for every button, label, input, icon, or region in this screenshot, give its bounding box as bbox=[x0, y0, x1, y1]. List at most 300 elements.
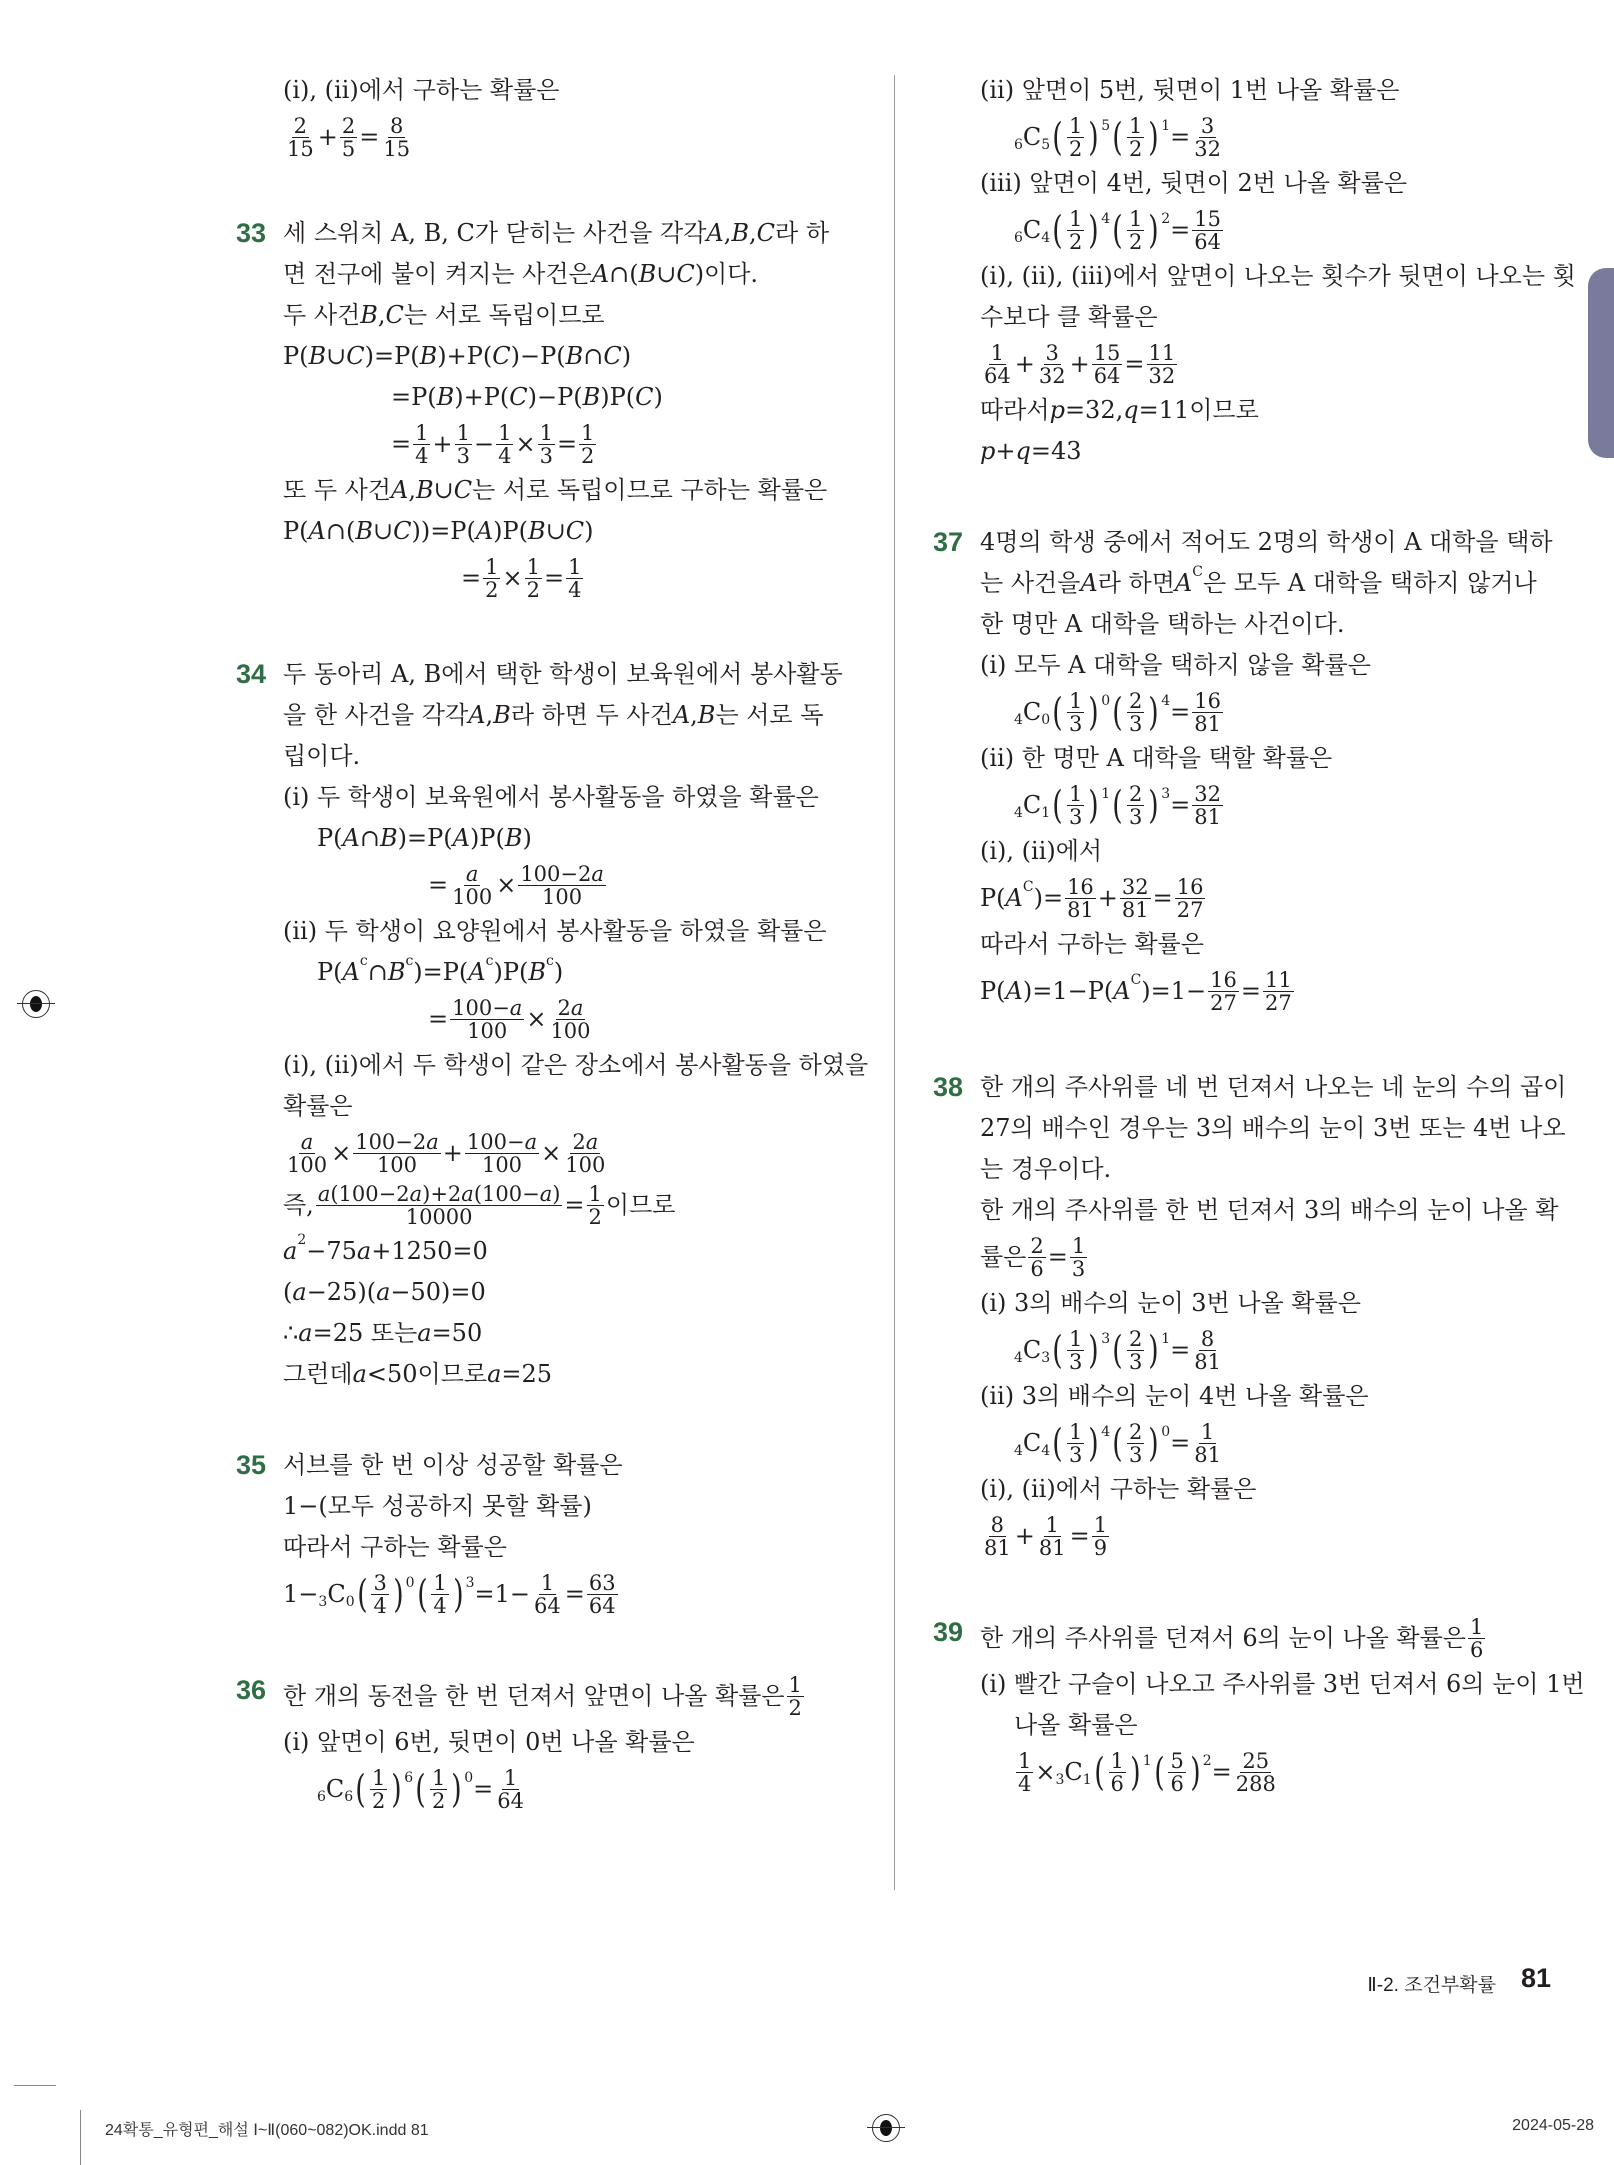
subscript: 6 bbox=[344, 1788, 354, 1805]
text: 립이다. bbox=[283, 742, 361, 770]
fraction bbox=[518, 863, 606, 908]
text: 이므로 bbox=[605, 1190, 676, 1219]
text: <50이므로 bbox=[366, 1360, 488, 1388]
text: )P( bbox=[493, 517, 529, 545]
math-variable: A bbox=[391, 476, 409, 504]
text: 1 bbox=[1069, 113, 1083, 138]
fraction bbox=[1468, 1616, 1485, 1661]
text: ∩ bbox=[359, 824, 380, 852]
math-variable: a bbox=[356, 1237, 372, 1265]
text: 8 bbox=[390, 113, 404, 138]
text: )−P( bbox=[527, 383, 583, 411]
fraction bbox=[353, 1131, 441, 1176]
denominator bbox=[1065, 899, 1096, 921]
denominator bbox=[1067, 1351, 1084, 1373]
text: 100 bbox=[467, 1018, 508, 1043]
numerator bbox=[1044, 342, 1061, 365]
text: 1 bbox=[1200, 1419, 1215, 1444]
superscript: 2 bbox=[1202, 1752, 1212, 1769]
text: ∩ bbox=[583, 342, 604, 370]
math-variable: a bbox=[426, 1129, 439, 1154]
numerator bbox=[370, 1767, 387, 1790]
text: 15 bbox=[1093, 340, 1121, 365]
fraction bbox=[1028, 1235, 1045, 1280]
text: 1−(모두 성공하지 못할 확률) bbox=[283, 1492, 592, 1520]
denominator bbox=[1070, 1258, 1087, 1280]
superscript: 1 bbox=[1142, 1752, 1152, 1769]
solution-line bbox=[283, 736, 863, 777]
text: 100− bbox=[466, 1129, 525, 1154]
text: )P( bbox=[493, 958, 529, 986]
fraction bbox=[371, 1572, 388, 1617]
solution-line bbox=[980, 522, 1560, 563]
superscript: 0 bbox=[1161, 1423, 1171, 1440]
text: 한 명만 A 대학을 택하는 사건이다. bbox=[980, 610, 1345, 638]
text: 27 bbox=[1265, 990, 1292, 1015]
fraction bbox=[1067, 690, 1084, 735]
text: 는 서로 독립이므로 구하는 확률은 bbox=[472, 476, 828, 504]
math-variable: C bbox=[756, 219, 776, 247]
fraction bbox=[1067, 1328, 1084, 1373]
math-variable: B bbox=[528, 958, 546, 986]
text: =43 bbox=[1030, 437, 1082, 465]
text: 3 bbox=[1200, 113, 1215, 138]
fraction bbox=[465, 1131, 539, 1176]
denominator bbox=[431, 1595, 448, 1617]
solution-line bbox=[980, 831, 1560, 872]
problem-36 bbox=[236, 1670, 863, 1815]
superscript: 1 bbox=[1161, 117, 1171, 134]
text: 1 bbox=[1093, 1512, 1108, 1537]
solution-line bbox=[283, 859, 863, 911]
parenthesis: ( bbox=[1052, 208, 1063, 252]
text: 1 bbox=[581, 420, 595, 445]
text: 2 bbox=[788, 1695, 802, 1720]
problem-37 bbox=[933, 522, 1560, 1017]
text: ) bbox=[584, 517, 594, 545]
fraction bbox=[381, 115, 412, 160]
parenthesis: ) bbox=[1088, 1328, 1100, 1372]
solution-line bbox=[283, 1722, 863, 1763]
solution-line bbox=[283, 511, 863, 552]
text: 81 bbox=[1067, 897, 1094, 922]
text: ∩ bbox=[367, 958, 388, 986]
text: =P( bbox=[391, 383, 437, 411]
text: 3 bbox=[1129, 1349, 1143, 1374]
denominator bbox=[285, 1154, 329, 1176]
numerator bbox=[1016, 1750, 1033, 1773]
text: 4 bbox=[1018, 1771, 1032, 1796]
solution-line bbox=[980, 111, 1560, 163]
fraction bbox=[532, 1572, 563, 1617]
denominator bbox=[1037, 1537, 1068, 1559]
text: 27의 배수인 경우는 3의 배수의 눈이 3번 또는 4번 나오 bbox=[980, 1114, 1566, 1142]
numerator bbox=[1120, 876, 1151, 899]
denominator bbox=[1192, 1444, 1223, 1466]
text: 64 bbox=[588, 1593, 616, 1618]
text: =25 bbox=[501, 1360, 553, 1388]
numerator bbox=[316, 1183, 563, 1206]
text: , bbox=[723, 219, 732, 247]
text: 3 bbox=[539, 443, 553, 468]
denominator bbox=[563, 1154, 607, 1176]
text: 따라서 bbox=[980, 396, 1050, 424]
text: 그런데 bbox=[283, 1360, 353, 1388]
text: 2 bbox=[341, 113, 356, 138]
numerator bbox=[1067, 115, 1084, 138]
text: 3 bbox=[1069, 711, 1083, 736]
text: 따라서 구하는 확률은 bbox=[283, 1533, 507, 1561]
denominator bbox=[1468, 1639, 1485, 1661]
text: 1 bbox=[456, 420, 470, 445]
fraction bbox=[450, 997, 524, 1042]
math-variable: B bbox=[565, 342, 584, 370]
text: C bbox=[1022, 1335, 1042, 1364]
numerator bbox=[1127, 1328, 1144, 1351]
slug-filename: 24확통_유형편_해설 Ⅰ~Ⅱ(060~082)OK.indd 81 bbox=[105, 2122, 429, 2139]
text: ∪ bbox=[545, 517, 566, 545]
text: 2 bbox=[526, 577, 540, 602]
parenthesis: ( bbox=[1112, 690, 1123, 734]
text: = bbox=[1240, 976, 1261, 1005]
denominator bbox=[1127, 806, 1144, 828]
text: 한 개의 동전을 한 번 던져서 앞면이 나올 확률은 bbox=[283, 1681, 785, 1710]
text: 1 bbox=[1071, 1233, 1086, 1258]
text: 11 bbox=[1265, 967, 1292, 992]
text: 확률은 bbox=[283, 1092, 353, 1120]
numerator bbox=[1127, 208, 1144, 231]
denominator bbox=[1192, 1351, 1223, 1373]
problem-38 bbox=[933, 1067, 1567, 1562]
text: ∪ bbox=[372, 517, 394, 545]
denominator bbox=[465, 1020, 509, 1042]
numerator bbox=[1199, 1421, 1216, 1444]
denominator bbox=[1168, 1773, 1185, 1795]
text: 2 bbox=[1030, 1233, 1044, 1258]
numerator bbox=[579, 422, 596, 445]
page-number: 81 bbox=[1520, 1963, 1551, 1993]
text: ) bbox=[621, 342, 632, 370]
text: 2 bbox=[293, 113, 308, 138]
denominator bbox=[587, 1595, 618, 1617]
subscript: 3 bbox=[318, 1593, 328, 1610]
fraction bbox=[1037, 1514, 1068, 1559]
text: × bbox=[502, 563, 523, 592]
text: 1 bbox=[1129, 206, 1143, 231]
text: 16 bbox=[1210, 967, 1237, 992]
fraction bbox=[579, 422, 596, 467]
math-variable: a bbox=[461, 1181, 474, 1206]
parenthesis: ( bbox=[1112, 783, 1123, 827]
solution-line bbox=[283, 911, 863, 952]
superscript: 6 bbox=[404, 1769, 414, 1786]
text: 즉, bbox=[283, 1190, 314, 1219]
text: =32, bbox=[1064, 396, 1124, 424]
left-column bbox=[236, 70, 869, 1815]
math-variable: C bbox=[385, 301, 404, 329]
problem-34 bbox=[236, 654, 869, 1395]
solution-line bbox=[283, 1231, 863, 1272]
text: = bbox=[428, 1004, 449, 1033]
math-variable: a bbox=[465, 861, 479, 886]
text: + bbox=[1014, 1521, 1035, 1550]
text: × bbox=[331, 1138, 352, 1167]
numerator bbox=[1028, 1235, 1045, 1258]
text: 5 bbox=[341, 136, 356, 161]
text: (ⅰ) 두 학생이 보육원에서 봉사활동을 하였을 확률은 bbox=[283, 783, 819, 811]
math-variable: B bbox=[528, 517, 546, 545]
text: )=P( bbox=[413, 958, 469, 986]
problem-number: 37 bbox=[933, 527, 964, 557]
text: 64 bbox=[1093, 363, 1121, 388]
parenthesis: ) bbox=[451, 1767, 462, 1811]
continued-solution bbox=[980, 70, 1576, 472]
fraction bbox=[1234, 1750, 1278, 1795]
text: = bbox=[1170, 1428, 1191, 1457]
text: 1 bbox=[1069, 781, 1083, 806]
text: 100− bbox=[452, 995, 510, 1020]
text: P( bbox=[980, 976, 1006, 1005]
denominator bbox=[566, 579, 583, 601]
numerator bbox=[1199, 115, 1216, 138]
math-variable: a bbox=[300, 1129, 314, 1154]
text: C bbox=[1064, 1757, 1083, 1786]
numerator bbox=[1092, 342, 1123, 365]
fraction bbox=[495, 1767, 526, 1812]
text: 라 하 bbox=[775, 219, 830, 247]
text: 288 bbox=[1235, 1771, 1276, 1796]
text: )=P( bbox=[397, 824, 453, 852]
numerator bbox=[413, 422, 430, 445]
text: )P( bbox=[600, 383, 636, 411]
denominator bbox=[1028, 1258, 1045, 1280]
fraction bbox=[1067, 208, 1084, 253]
text: 100 bbox=[550, 1018, 591, 1043]
text: = bbox=[543, 563, 565, 592]
text: 3 bbox=[1069, 1442, 1083, 1467]
text: )=P( bbox=[364, 342, 420, 370]
text: (ⅰ), (ⅱ)에서 구하는 확률은 bbox=[980, 1475, 1257, 1503]
denominator bbox=[1127, 713, 1144, 735]
fraction bbox=[566, 556, 583, 601]
text: 3 bbox=[1129, 711, 1143, 736]
solution-line bbox=[283, 377, 863, 418]
math-variable: B bbox=[419, 342, 438, 370]
chapter-label: Ⅱ-2. 조건부확률 bbox=[1367, 1975, 1496, 1996]
text: (ⅰ) 앞면이 6번, 뒷면이 0번 나올 확률은 bbox=[283, 1728, 695, 1756]
denominator bbox=[982, 1537, 1013, 1559]
text: + bbox=[1097, 883, 1118, 912]
text: 32 bbox=[1194, 136, 1221, 161]
superscript: 3 bbox=[1101, 1330, 1111, 1347]
denominator bbox=[1192, 138, 1223, 160]
numerator bbox=[450, 997, 524, 1020]
denominator bbox=[1067, 138, 1084, 160]
text: × bbox=[1035, 1757, 1056, 1786]
math-variable: A bbox=[468, 701, 486, 729]
text: 1 bbox=[1069, 688, 1083, 713]
text: −75 bbox=[306, 1237, 357, 1265]
text: C bbox=[325, 1774, 345, 1803]
text: 는 서로 독 bbox=[715, 701, 824, 729]
fraction bbox=[413, 422, 430, 467]
superscript: C bbox=[1130, 971, 1142, 988]
numerator bbox=[587, 1183, 604, 1206]
fraction bbox=[1070, 1235, 1087, 1280]
math-variable: A bbox=[706, 219, 724, 247]
solution-line bbox=[283, 1127, 863, 1179]
denominator bbox=[340, 138, 357, 160]
fraction bbox=[1192, 783, 1223, 828]
text: 3 bbox=[1069, 804, 1083, 829]
parenthesis: ( bbox=[1052, 115, 1063, 159]
superscript: 4 bbox=[1101, 210, 1111, 227]
numerator bbox=[1070, 1235, 1087, 1258]
problem-number: 39 bbox=[933, 1617, 964, 1647]
text: 100 bbox=[376, 1152, 418, 1177]
text: (ⅲ) 앞면이 4번, 뒷면이 2번 나올 확률은 bbox=[980, 169, 1408, 197]
text: 두 사건 bbox=[283, 301, 361, 329]
superscript: c bbox=[485, 953, 494, 969]
text: ∪ bbox=[326, 342, 347, 370]
math-variable: p bbox=[980, 437, 996, 465]
numerator bbox=[292, 115, 309, 138]
text: 3 bbox=[1069, 1349, 1083, 1374]
math-variable: A bbox=[1113, 976, 1131, 1005]
text: 한 개의 주사위를 던져서 6의 눈이 나올 확률은 bbox=[980, 1623, 1466, 1652]
superscript: c bbox=[405, 953, 414, 969]
math-variable: a bbox=[376, 1278, 391, 1306]
superscript: C bbox=[1022, 878, 1034, 895]
numerator bbox=[1109, 1750, 1126, 1773]
parenthesis: ( bbox=[415, 1767, 426, 1811]
text: 32 bbox=[1194, 781, 1221, 806]
fraction bbox=[1192, 690, 1223, 735]
denominator bbox=[1192, 231, 1223, 253]
solution-line bbox=[283, 111, 863, 163]
denominator bbox=[450, 886, 494, 908]
superscript: c bbox=[359, 953, 368, 969]
solution-line bbox=[980, 163, 1560, 204]
fraction bbox=[1109, 1750, 1126, 1795]
numerator bbox=[1147, 342, 1178, 365]
solution-line bbox=[980, 1417, 1560, 1469]
text: 15 bbox=[383, 136, 411, 161]
text: 2 bbox=[1129, 688, 1143, 713]
math-variable: B bbox=[415, 476, 434, 504]
fraction bbox=[1127, 208, 1144, 253]
text: ))=P( bbox=[411, 517, 476, 545]
registration-mark-icon bbox=[872, 2114, 900, 2142]
math-variable: C bbox=[635, 383, 654, 411]
superscript: 0 bbox=[405, 1574, 415, 1591]
subscript: 3 bbox=[1055, 1771, 1065, 1788]
parenthesis: ( bbox=[1112, 1328, 1123, 1372]
numerator bbox=[353, 1131, 441, 1154]
fraction bbox=[1192, 1421, 1223, 1466]
text: 1 bbox=[588, 1181, 602, 1206]
fraction bbox=[455, 422, 472, 467]
text: = bbox=[556, 429, 578, 458]
solution-line bbox=[283, 1763, 863, 1815]
math-variable: A bbox=[591, 260, 610, 288]
text: )−P( bbox=[510, 342, 566, 370]
text: = bbox=[1170, 697, 1191, 726]
text: 2 bbox=[1129, 1326, 1143, 1351]
text: 64 bbox=[534, 1593, 561, 1618]
text: 라 하면 bbox=[1097, 569, 1175, 597]
numerator bbox=[1192, 690, 1223, 713]
denominator bbox=[1037, 365, 1068, 387]
fraction bbox=[1067, 1421, 1084, 1466]
parenthesis: ) bbox=[1088, 115, 1100, 159]
text: 6 bbox=[1469, 1637, 1484, 1662]
text: 64 bbox=[984, 363, 1011, 388]
parenthesis: ) bbox=[1148, 690, 1159, 734]
text: , bbox=[749, 219, 757, 247]
solution-line bbox=[980, 1190, 1560, 1231]
math-variable: a bbox=[585, 1129, 599, 1154]
text: 는 경우이다. bbox=[980, 1155, 1112, 1183]
solution-line bbox=[283, 418, 863, 470]
numerator bbox=[430, 1767, 447, 1790]
text: 9 bbox=[1093, 1535, 1108, 1560]
text: 81 bbox=[1038, 1535, 1066, 1560]
text: 따라서 구하는 확률은 bbox=[980, 930, 1204, 958]
numerator bbox=[1067, 1421, 1084, 1444]
text: C bbox=[327, 1579, 346, 1608]
text: 4명의 학생 중에서 적어도 2명의 학생이 A 대학을 택하 bbox=[980, 528, 1553, 556]
subscript: 6 bbox=[317, 1788, 326, 1805]
numerator bbox=[1127, 690, 1144, 713]
text: 8 bbox=[990, 1512, 1005, 1537]
solution-line bbox=[283, 1045, 869, 1086]
text: (ⅱ) 앞면이 5번, 뒷면이 1번 나올 확률은 bbox=[980, 76, 1400, 104]
subscript: 4 bbox=[1014, 711, 1023, 728]
superscript: 4 bbox=[1101, 1423, 1111, 1440]
solution-line bbox=[980, 1283, 1560, 1324]
numerator bbox=[1192, 783, 1223, 806]
numerator bbox=[465, 1131, 539, 1154]
text: ) bbox=[653, 383, 663, 411]
numerator bbox=[518, 863, 606, 886]
solution-line bbox=[980, 1324, 1560, 1376]
problem-39 bbox=[933, 1612, 1585, 1798]
text: = bbox=[461, 563, 482, 592]
text: ∴ bbox=[283, 1319, 299, 1347]
denominator bbox=[540, 886, 584, 908]
fraction bbox=[1037, 342, 1068, 387]
problem-number: 36 bbox=[236, 1675, 267, 1705]
problem-number: 38 bbox=[933, 1072, 964, 1102]
fraction bbox=[1067, 115, 1084, 160]
fraction bbox=[450, 863, 494, 908]
text: 32 bbox=[1038, 363, 1066, 388]
denominator bbox=[1263, 992, 1294, 1014]
numerator bbox=[340, 115, 357, 138]
parenthesis: ) bbox=[1148, 783, 1159, 827]
text: 1 bbox=[1110, 1748, 1124, 1773]
superscript: 2 bbox=[1161, 210, 1171, 227]
text: + bbox=[317, 122, 338, 151]
text: 100 bbox=[481, 1152, 523, 1177]
numerator bbox=[1263, 969, 1294, 992]
denominator bbox=[430, 1790, 447, 1812]
text: 은 모두 A 대학을 택하지 않거나 bbox=[1202, 569, 1537, 597]
text: 81 bbox=[1194, 1442, 1221, 1467]
fraction bbox=[1175, 876, 1206, 921]
math-variable: B bbox=[379, 824, 398, 852]
